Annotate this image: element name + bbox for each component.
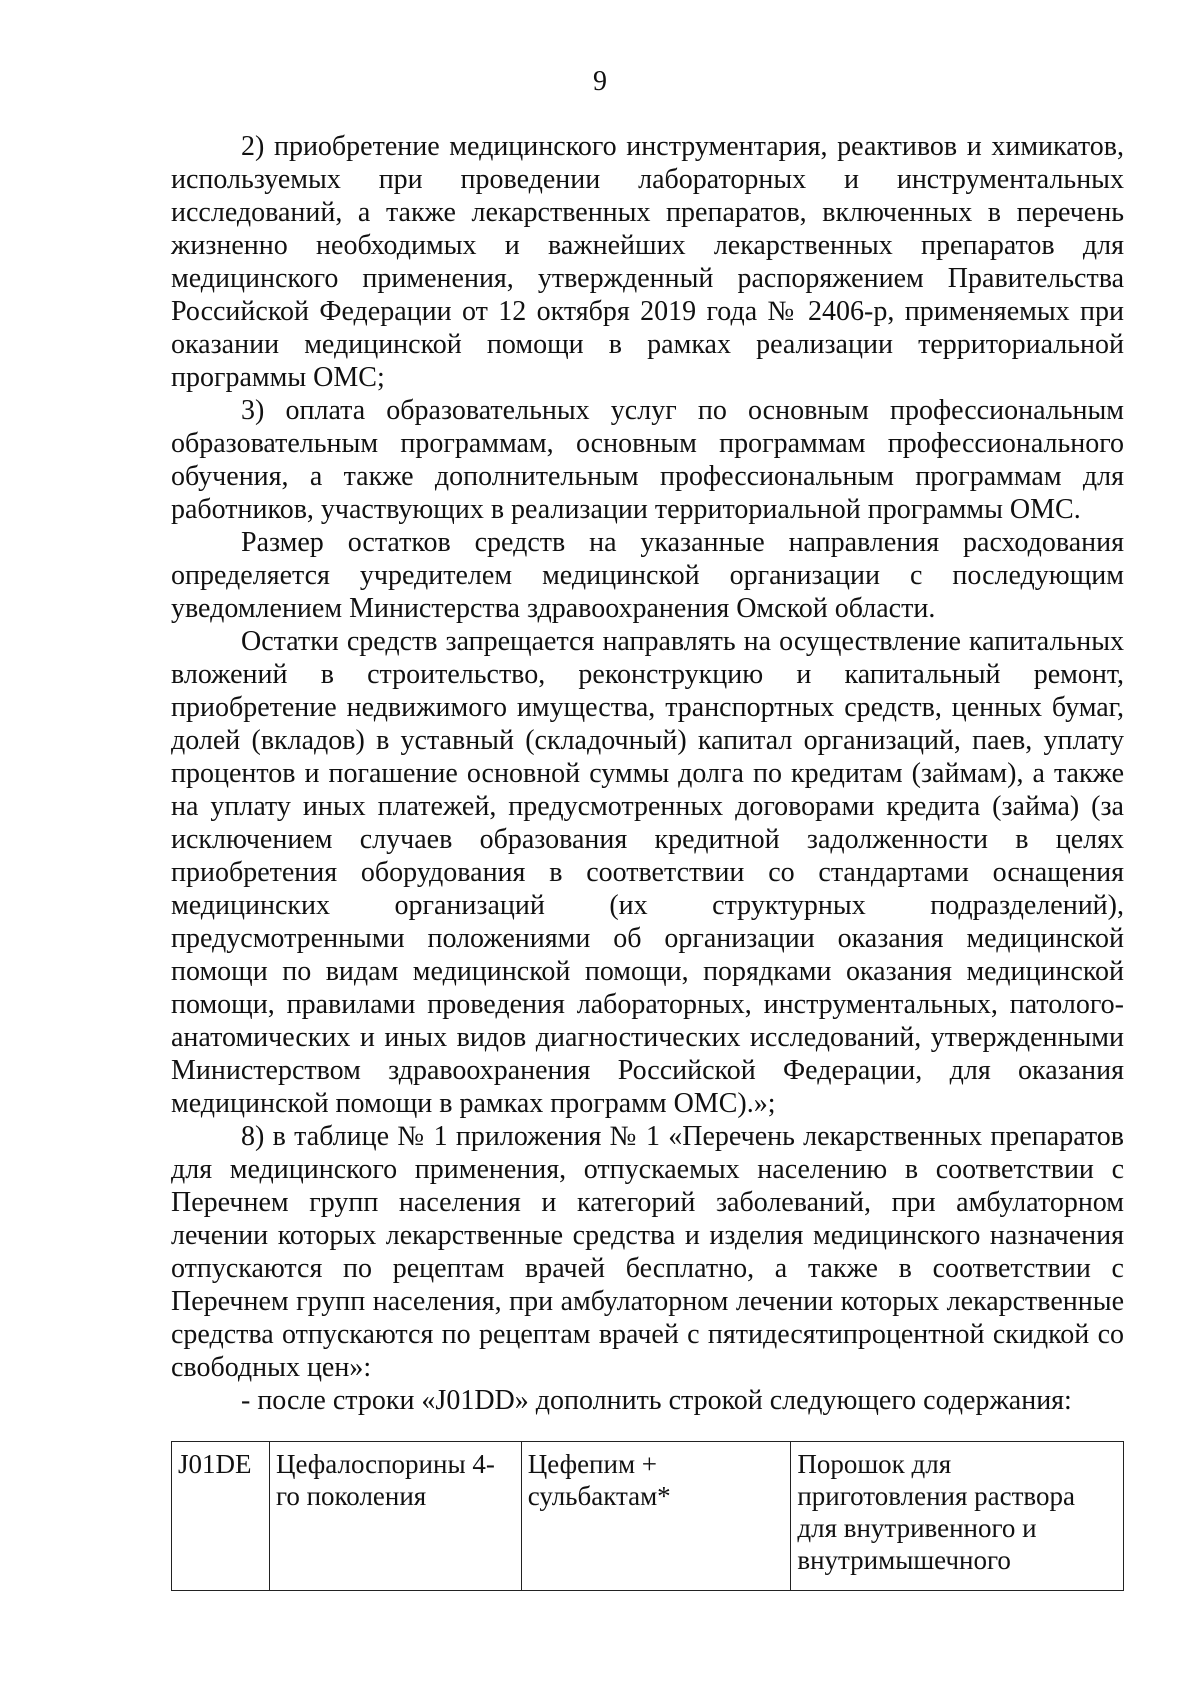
paragraph-item-2: 2) приобретение медицинского инструментария, реактивов и химикатов, используемых при проведении лабораторных и инструментальных исследований, а также лекарственных препаратов, включенных в перечень жизненно необходимых и важнейших лекарственных препаратов для медицинского применения, утвержденный распоряжением Правительства Российской Федерации от 12 октября 2019 года № 2406-р, применяемых при оказании медицинской помощи в рамках реализации территориальной программы ОМС; — [171, 131, 1124, 393]
drug-table-container — [171, 1441, 1124, 1591]
drug-group-cell: Цефалоспорины 4-го поколения — [269, 1442, 521, 1591]
paragraph-remainder-restrictions: Остатки средств запрещается направлять на осуществление капитальных вложений в строительство, реконструкцию и капитальный ремонт, приобретение недвижимого имущества, транспортных средств, ценных бумаг, долей (вкладов) в уставный (складочный) капитал организаций, паев, уплату процентов и погашение основной суммы долга по кредитам (займам), а также на уплату иных платежей, предусмотренных договорами кредита (займа) (за исключением случаев образования кредитной задолженности в целях приобретения оборудования в соответствии со стандартами оснащения медицинских организаций (их структурных подразделений), предусмотренными положениями об организации оказания медицинской помощи по видам медицинской помощи, порядками оказания медицинской помощи, правилами проведения лабораторных, инструментальных, патолого-анатомических и иных видов диагностических исследований, утвержденными Министерством здравоохранения Российской Федерации, для оказания медицинской помощи в рамках программ ОМС).»; — [171, 626, 1124, 1119]
paragraph-insert-row-instruction: - после строки «J01DD» дополнить строкой следующего содержания: — [241, 1385, 1072, 1416]
dosage-form-cell: Порошок для приготовления раствора для внутривенного и внутримышечного — [791, 1442, 1124, 1591]
drug-table — [171, 1441, 1124, 1591]
atc-code-cell: J01DE — [172, 1442, 270, 1591]
document-body — [171, 130, 1124, 1417]
page-number: 9 — [593, 66, 607, 97]
table-row — [172, 1442, 1124, 1591]
drug-name-cell: Цефепим + сульбактам* — [521, 1442, 791, 1591]
paragraph-remainder-size: Размер остатков средств на указанные направления расходования определяется учредителем медицинской организации с последующим уведомлением Министерства здравоохранения Омской области. — [171, 527, 1124, 624]
paragraph-item-3: 3) оплата образовательных услуг по основным профессиональным образовательным программам, основным программам профессионального обучения, а также дополнительным профессиональным программам для работников, участвующих в реализации территориальной программы ОМС. — [171, 395, 1124, 525]
paragraph-item-8: 8) в таблице № 1 приложения № 1 «Перечень лекарственных препаратов для медицинского применения, отпускаемых населению в соответствии с Перечнем групп населения и категорий заболеваний, при амбулаторном лечении которых лекарственные средства и изделия медицинского назначения отпускаются по рецептам врачей бесплатно, а также в соответствии с Перечнем групп населения, при амбулаторном лечении которых лекарственные средства отпускаются по рецептам врачей с пятидесятипроцентной скидкой со свободных цен»: — [171, 1121, 1124, 1383]
